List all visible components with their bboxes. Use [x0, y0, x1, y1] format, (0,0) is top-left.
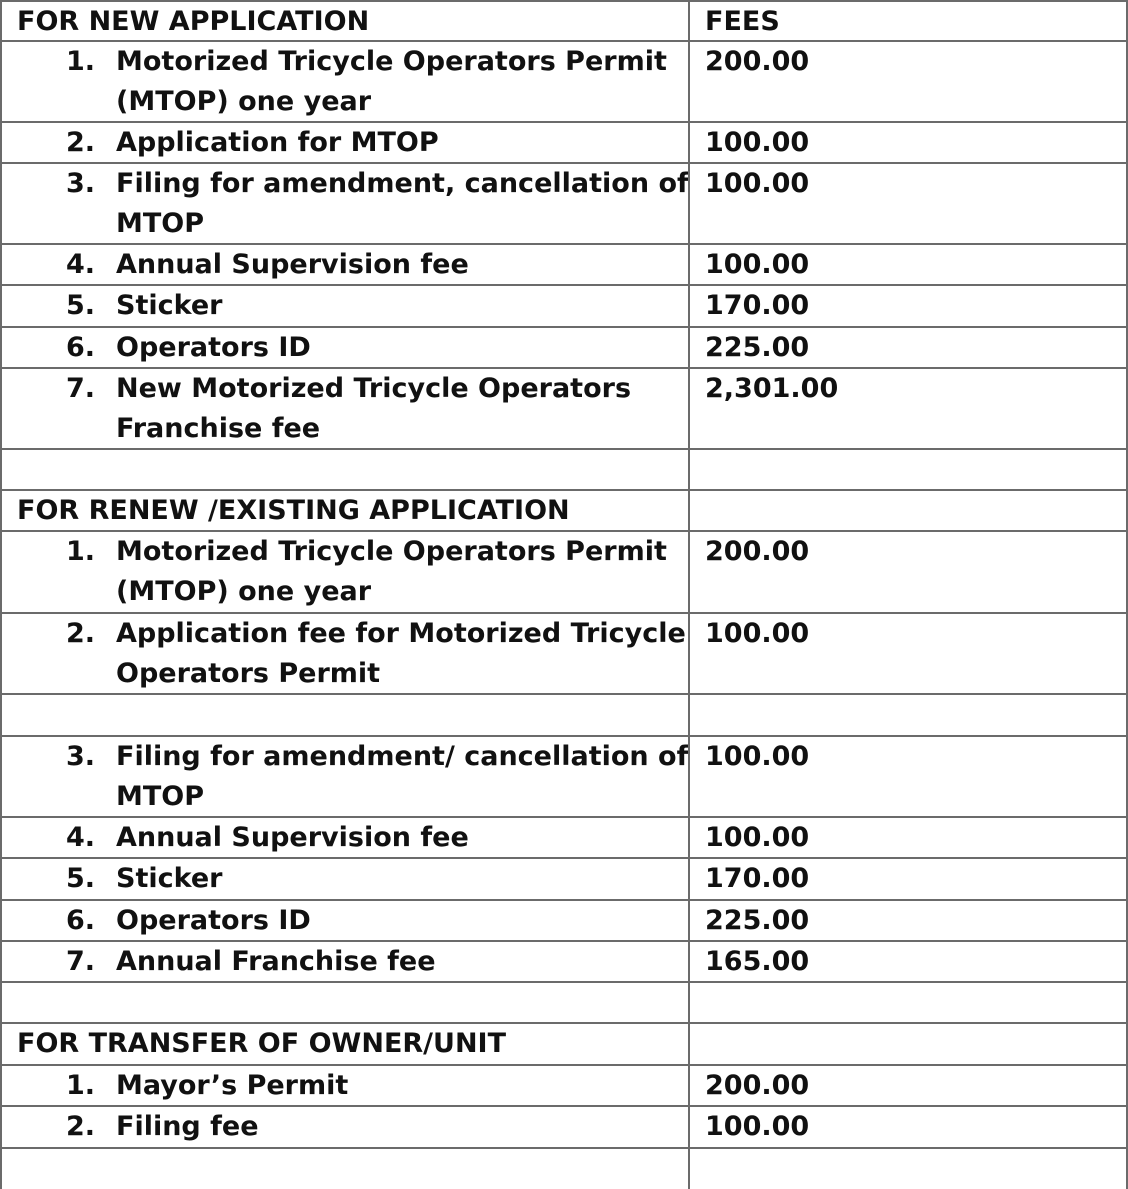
table-row — [0, 1107, 1128, 1149]
item-description: Filing for amendment, cancellation of — [116, 168, 689, 199]
item-description: Annual Supervision fee — [116, 249, 469, 280]
section-heading-renew-application: FOR RENEW /EXISTING APPLICATION — [17, 495, 570, 526]
item-description: Application for MTOP — [116, 127, 439, 158]
fee-amount: 100.00 — [705, 127, 810, 158]
item-description: Operators Permit — [116, 658, 381, 689]
empty-row — [0, 450, 1128, 491]
item-number: 2. — [66, 1111, 96, 1142]
table-row — [0, 737, 1128, 818]
item-description: Mayor’s Permit — [116, 1070, 349, 1101]
fee-amount: 200.00 — [705, 46, 810, 77]
fees-column-header: FEES — [705, 6, 780, 37]
table-header-row — [0, 0, 1128, 42]
fee-amount: 2,301.00 — [705, 373, 839, 404]
table-row — [0, 818, 1128, 859]
table-row — [0, 942, 1128, 983]
item-description: New Motorized Tricycle Operators — [116, 373, 632, 404]
fee-amount: 225.00 — [705, 332, 810, 363]
item-description: Filing for amendment/ cancellation of — [116, 741, 689, 772]
table-row — [0, 286, 1128, 328]
table-row — [0, 245, 1128, 286]
item-description: Motorized Tricycle Operators Permit — [116, 46, 667, 77]
table-row — [0, 123, 1128, 164]
fee-amount: 170.00 — [705, 863, 810, 894]
item-description: Filing fee — [116, 1111, 259, 1142]
fee-amount: 200.00 — [705, 1070, 810, 1101]
item-number: 2. — [66, 618, 96, 649]
item-description: Sticker — [116, 863, 223, 894]
fee-amount: 165.00 — [705, 946, 810, 977]
item-number: 4. — [66, 822, 96, 853]
fee-amount: 200.00 — [705, 536, 810, 567]
item-description: Motorized Tricycle Operators Permit — [116, 536, 667, 567]
item-description: Operators ID — [116, 905, 311, 936]
fee-amount: 100.00 — [705, 1111, 810, 1142]
section-heading-row — [0, 491, 1128, 532]
item-number: 5. — [66, 290, 96, 321]
item-number: 2. — [66, 127, 96, 158]
item-number: 7. — [66, 946, 96, 977]
table-row — [0, 532, 1128, 614]
empty-row — [0, 1149, 1128, 1189]
section-heading-transfer: FOR TRANSFER OF OWNER/UNIT — [17, 1028, 507, 1059]
section-heading-new-application: FOR NEW APPLICATION — [17, 6, 370, 37]
item-description: (MTOP) one year — [116, 576, 372, 607]
item-number: 3. — [66, 168, 96, 199]
item-description: Operators ID — [116, 332, 311, 363]
item-description: Application fee for Motorized Tricycle — [116, 618, 686, 649]
fee-amount: 100.00 — [705, 168, 810, 199]
item-number: 5. — [66, 863, 96, 894]
empty-row — [0, 983, 1128, 1024]
table-row — [0, 164, 1128, 245]
fee-amount: 100.00 — [705, 822, 810, 853]
item-number: 1. — [66, 1070, 96, 1101]
item-description: Annual Franchise fee — [116, 946, 436, 977]
table-row — [0, 901, 1128, 942]
item-number: 1. — [66, 46, 96, 77]
table-row — [0, 369, 1128, 450]
item-description: MTOP — [116, 208, 205, 239]
empty-row — [0, 695, 1128, 737]
item-number: 4. — [66, 249, 96, 280]
fee-amount: 100.00 — [705, 618, 810, 649]
item-description: (MTOP) one year — [116, 86, 372, 117]
item-number: 6. — [66, 332, 96, 363]
item-description: Franchise fee — [116, 413, 321, 444]
fee-amount: 100.00 — [705, 249, 810, 280]
table-row — [0, 614, 1128, 695]
fee-amount: 100.00 — [705, 741, 810, 772]
item-number: 3. — [66, 741, 96, 772]
item-description: Annual Supervision fee — [116, 822, 469, 853]
fee-amount: 170.00 — [705, 290, 810, 321]
table-row — [0, 859, 1128, 901]
fee-amount: 225.00 — [705, 905, 810, 936]
section-heading-row — [0, 1024, 1128, 1066]
item-number: 7. — [66, 373, 96, 404]
item-number: 1. — [66, 536, 96, 567]
table-row — [0, 1066, 1128, 1107]
table-row — [0, 42, 1128, 123]
item-number: 6. — [66, 905, 96, 936]
item-description: MTOP — [116, 781, 205, 812]
table-row — [0, 328, 1128, 369]
item-description: Sticker — [116, 290, 223, 321]
